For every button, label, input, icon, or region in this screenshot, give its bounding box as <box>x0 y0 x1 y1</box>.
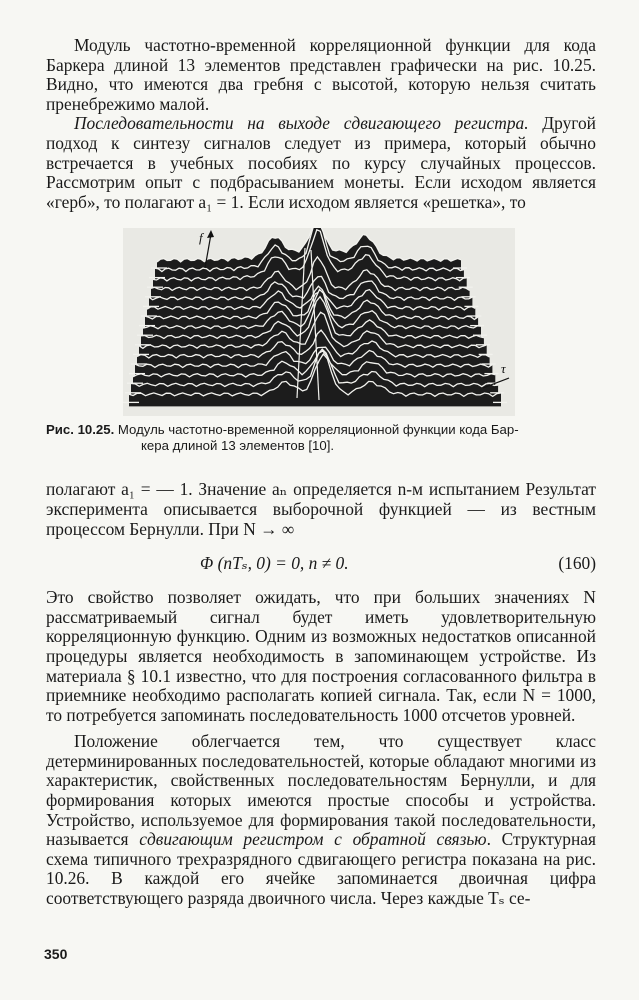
f-axis-label: f <box>199 230 203 246</box>
figure-ambiguity-surface <box>123 228 515 416</box>
figure-caption <box>46 422 596 454</box>
equation-160 <box>46 553 596 574</box>
paragraph-3: полагают a₁ = — 1. Значение aₙ определяется n-м испытанием Результат эксперимента описывается выборочной функцией — из вестным процессом Бернулли. При N → ∞ <box>46 479 596 539</box>
paragraph-5 <box>46 732 596 908</box>
paragraph-2 <box>46 114 596 212</box>
equation-body: Φ (nTₛ, 0) = 0, n ≠ 0. <box>200 553 349 574</box>
paragraph-2-text: Другой подход к синтезу сигналов следует из примера, который обычно встречается в учебных пособиях по курсу случайных процессов. Рассмотрим опыт с подбрасыванием монеты. Если исходом является «герб», то полагают a₁ = 1. Если исходом является «решетка», то <box>46 113 596 212</box>
caption-line-1: Модуль частотно-временной корреляционной функции кода Бар- <box>114 422 519 438</box>
page-number: 350 <box>44 946 68 962</box>
paragraph-5-part-b: . Структурная схема типичного трехразрядного сдвигающего регистра показана на рис. 10.26. В каждой его ячейке запоминается двоичная цифра соответствующего разряда двоичного числа. Через каждые Tₛ се- <box>46 829 596 909</box>
equation-number: (160) <box>558 553 596 574</box>
paragraph-5-italic-term: сдвигающим регистром с обратной связью <box>139 829 487 850</box>
caption-label: Рис. 10.25. <box>46 422 115 438</box>
page-content <box>46 36 596 909</box>
paragraph-5-part-a: Положение облегчается тем, что существует класс детерминированных последовательностей, которые обладают многими из характеристик, свойственных последовательностям Бернулли, и для формирования которых имеются простые способы и устройства. Устройство, используемое для формирования такой последовательности, называется <box>46 731 596 850</box>
caption-line-2: кера длиной 13 элементов [10]. <box>141 438 335 454</box>
paragraph-2-italic-heading: Последовательности на выходе сдвигающего регистра. <box>74 113 529 134</box>
f-axis-arrow <box>207 230 214 238</box>
paragraph-4: Это свойство позволяет ожидать, что при больших значениях N рассматриваемый сигнал будет иметь удовлетворительную корреляционную функцию. Одним из возможных недостатков описанной процедуры является необходимость в запоминающем устройстве. Из материала § 10.1 известно, что для построения согласованного фильтра в приемнике необходимо располагать копией сигнала. Так, если N = 1000, то потребуется запоминать последовательность 1000 отсчетов уровней. <box>46 587 596 725</box>
paragraph-1: Модуль частотно-временной корреляционной функции для кода Баркера длиной 13 элементов представлен графически на рис. 10.25. Видно, что имеются два гребня с высотой, которую нельзя считать пренебрежимо малой. <box>46 35 596 114</box>
ambiguity-surface-plot <box>123 228 515 416</box>
tau-axis-label: τ <box>501 361 506 377</box>
